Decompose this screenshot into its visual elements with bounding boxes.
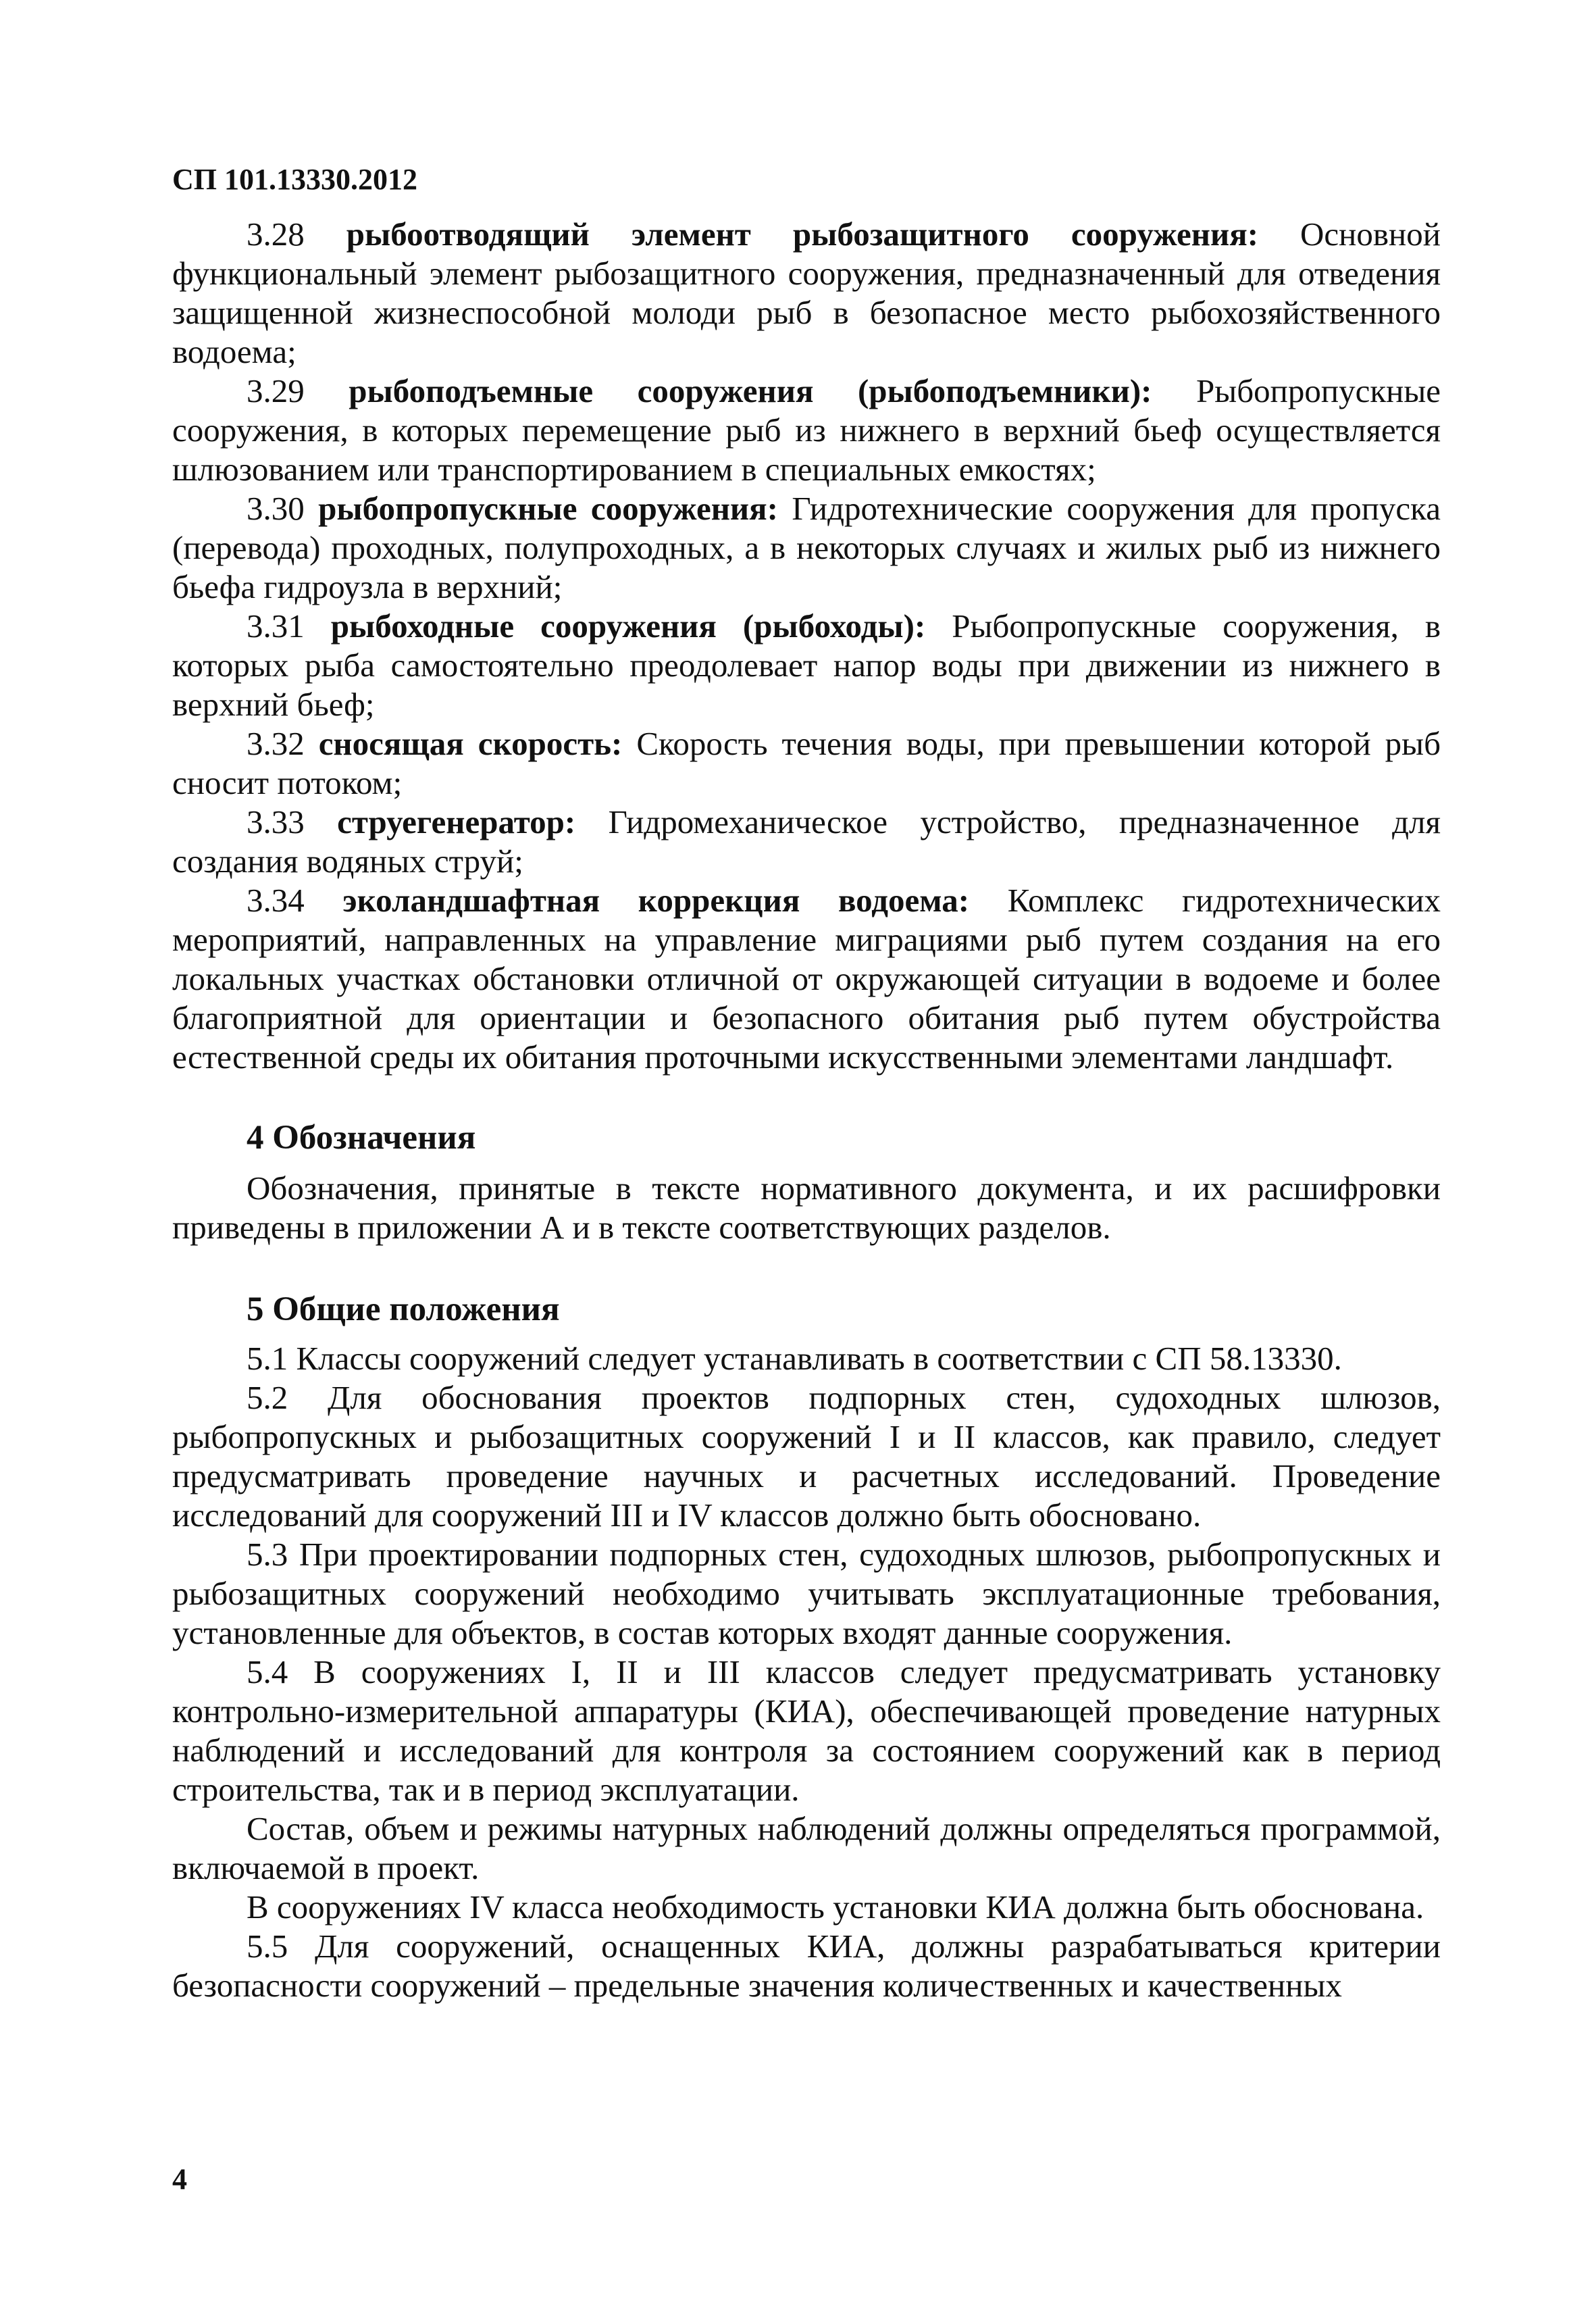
paragraph-5-5: 5.5 Для сооружений, оснащенных КИА, должны разрабатываться критерии безопасности сооружений – предельные значения количественных и качественных [172, 1928, 1441, 2004]
paragraph-5-3: 5.3 При проектировании подпорных стен, судоходных шлюзов, рыбопропускных и рыбозащитных сооружений необходимо учитывать эксплуатационные требования, установленные для объектов, в состав которых входят данные сооружения. [172, 1536, 1441, 1651]
page-content [172, 215, 1441, 2005]
term-name: сносящая скорость: [318, 725, 623, 762]
term-definition: Рыбопропускные сооружения, в которых перемещение рыб из нижнего в верхний бьеф осуществляется шлюзованием или транспортированием в специальных емкостях; [172, 372, 1441, 488]
term-number: 3.30 [247, 490, 305, 527]
term-3-34 [172, 881, 1441, 1077]
section-4-text: Обозначения, принятые в тексте нормативного документа, и их расшифровки приведены в приложении А и в тексте соответствующих разделов. [172, 1169, 1441, 1246]
section-5-heading: 5 Общие положения [247, 1290, 560, 1328]
term-number: 3.34 [247, 882, 305, 919]
term-number: 3.29 [247, 372, 305, 409]
section-4-heading: 4 Обозначения [247, 1119, 476, 1157]
term-number: 3.31 [247, 607, 305, 645]
term-3-31 [172, 607, 1441, 724]
paragraph-5-1: 5.1 Классы сооружений следует устанавливать в соответствии с СП 58.13330. [247, 1340, 1342, 1377]
term-3-29 [172, 372, 1441, 489]
term-name: струегенератор: [337, 803, 576, 840]
term-3-33 [172, 803, 1441, 881]
term-name: рыбоходные сооружения (рыбоходы): [330, 607, 926, 645]
term-definition: Основной функциональный элемент рыбозащитного сооружения, предназначенный для отведения защищенной жизнеспособной молоди рыб в безопасное место рыбохозяйственного водоема; [172, 216, 1441, 370]
term-number: 3.28 [247, 216, 305, 253]
term-3-32 [172, 724, 1441, 803]
paragraph-5-2: 5.2 Для обоснования проектов подпорных стен, судоходных шлюзов, рыбопропускных и рыбозащитных сооружений I и II классов, как правило, следует предусматривать проведение научных и расчетных исследований. Проведение исследований для сооружений III и IV классов должно быть обосновано. [172, 1379, 1441, 1534]
term-definition: Скорость течения воды, при превышении которой рыб сносит потоком; [172, 725, 1441, 801]
term-3-28 [172, 215, 1441, 372]
term-definition: Рыбопропускные сооружения, в которых рыба самостоятельно преодолевает напор воды при движении из нижнего в верхний бьеф; [172, 607, 1441, 723]
term-name: рыбоотводящий элемент рыбозащитного сооружения: [346, 216, 1259, 253]
term-definition: Гидротехнические сооружения для пропуска (перевода) проходных, полупроходных, а в некоторых случаях и жилых рыб из нижнего бьефа гидроузла в верхний; [172, 490, 1441, 605]
term-name: эколандшафтная коррекция водоема: [342, 882, 970, 919]
term-3-30 [172, 489, 1441, 607]
document-code-header: СП 101.13330.2012 [172, 163, 417, 196]
term-number: 3.33 [247, 803, 305, 840]
paragraph-5-4-observations: Состав, объем и режимы натурных наблюдений должны определяться программой, включаемой в проект. [172, 1810, 1441, 1886]
page-number: 4 [172, 2163, 187, 2196]
term-definition: Комплекс гидротехнических мероприятий, направленных на управление миграциями рыб путем создания на его локальных участках обстановки отличной от окружающей ситуации в водоеме и более благоприятной для ориентации и безопасного обитания рыб путем обустройства естественной среды их обитания проточными искусственными элементами ландшафт. [172, 882, 1441, 1076]
term-number: 3.32 [247, 725, 305, 762]
term-definition: Гидромеханическое устройство, предназначенное для создания водяных струй; [172, 803, 1441, 880]
term-name: рыбоподъемные сооружения (рыбоподъемники): [349, 372, 1152, 409]
term-name: рыбопропускные сооружения: [318, 490, 778, 527]
paragraph-5-4-class-iv: В сооружениях IV класса необходимость установки КИА должна быть обоснована. [247, 1888, 1424, 1926]
paragraph-5-4: 5.4 В сооружениях I, II и III классов следует предусматривать установку контрольно-измерительной аппаратуры (КИА), обеспечивающей проведение натурных наблюдений и исследований для контроля за состоянием сооружений как в период строительства, так и в период эксплуатации. [172, 1653, 1441, 1808]
